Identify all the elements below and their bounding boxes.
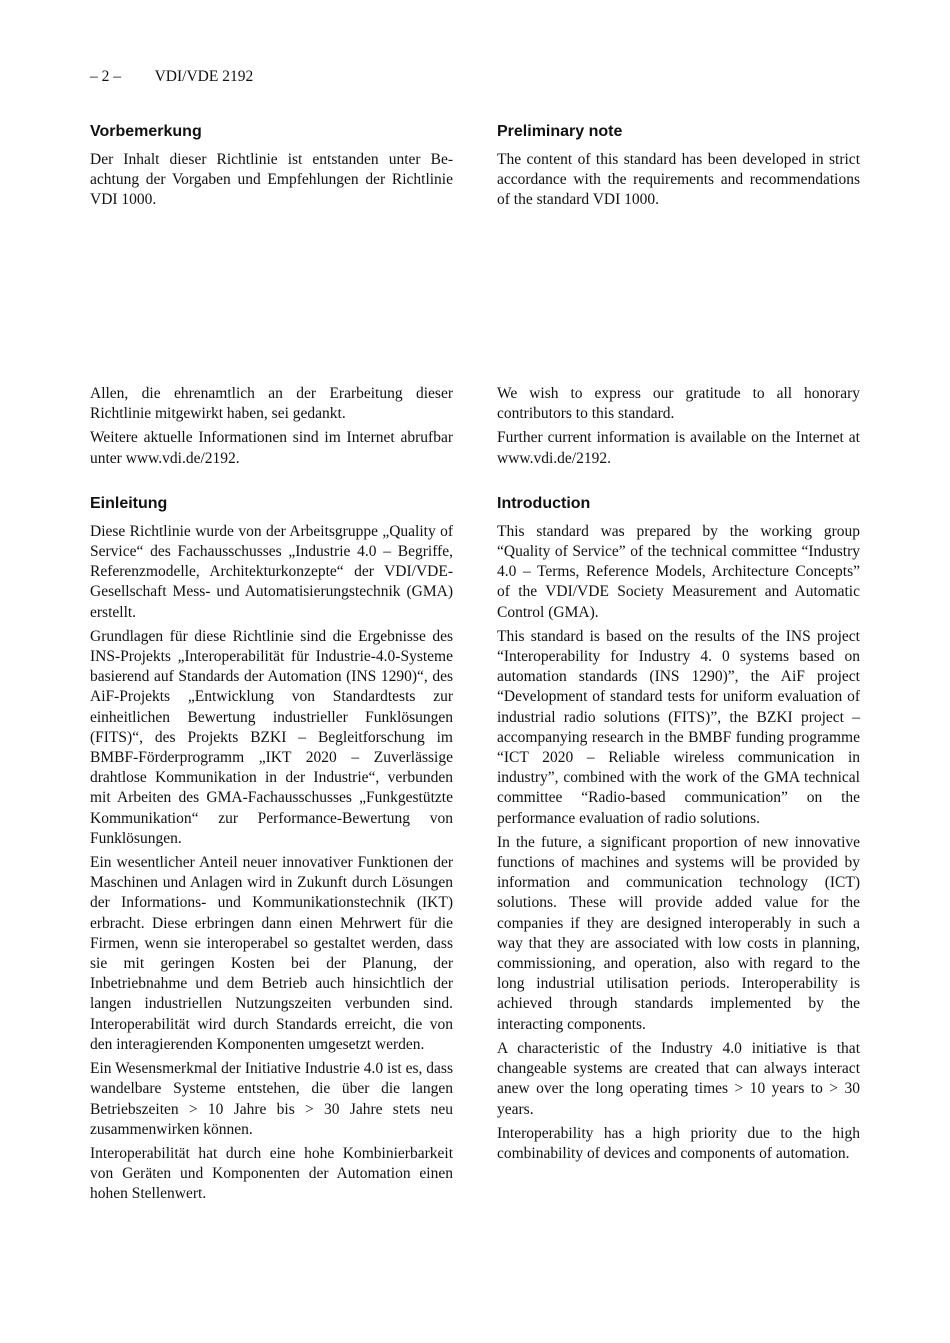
- intro-paragraph-de: Interoperabilität hat durch eine hohe Kombinierbarkeit von Geräten und Komponenten der Automation einen hohen Stellenwert.: [90, 1144, 453, 1203]
- intro-heading-en: Introduction: [497, 494, 591, 512]
- intro-paragraph-en: This standard was prepared by the working group “Quality of Service” of the technical committee “Industry 4.0 – Terms, Reference Models, Architecture Concepts” of the VDI/VDE Society Measurement and Automatic Control (GMA).: [497, 522, 860, 621]
- intro-paragraph-en: Interoperability has a high priority due to the high combinability of devices and components of automation.: [497, 1124, 860, 1162]
- german-column: [90, 384, 453, 1209]
- intro-paragraph-de: Ein wesentlicher Anteil neuer innovativer Funktionen der Maschinen und Anlagen wird in Zukunft durch Lösungen der Informations- und Kommunikationstechnik (IKT) erbracht. Diese erbringen dann einen Mehrwert für die Firmen, wenn sie interoperabel so gestaltet werden, dass sie mit geringen Kosten bei der Planung, der Inbetriebnahme und dem Betrieb auch hinsichtlich der langen industriellen Nutzungszeiten verbunden sind. Interoperabilität wird durch Standards erreicht, die von den interagierenden Komponenten umgesetzt werden.: [90, 854, 453, 1053]
- page-header: [90, 68, 253, 86]
- info-text-en: Further current information is available on the Internet at www.vdi.de/2192.: [497, 429, 860, 467]
- intro-paragraph-en: A characteristic of the Industry 4.0 initiative is that changeable systems are created that can always interact anew over the long operating times > 10 years to > 30 years.: [497, 1039, 860, 1118]
- preliminary-heading-en: Preliminary note: [497, 123, 623, 140]
- intro-paragraph-en: This standard is based on the results of the INS project “Interoperability for Industry 4. 0 systems based on automation standards (INS 1290)”, the AiF project “Development of standard tests for uniform evaluation of industrial radio solutions (FITS)”, the BZKI project – accompanying research in the BMBF funding programme “ICT 2020 – Reliable wireless communication in industry”, combined with the work of the GMA technical committee “Radio-based communication” on the performance evaluation of radio solutions.: [497, 627, 860, 827]
- intro-paragraph-de: Grundlagen für diese Richtlinie sind die Ergebnisse des INS-Projekts „Interoperabilität für Industrie-4.0-Systeme basierend auf Standards der Automation (INS 1290)“, des AiF-Projekts „Entwicklung von Standardtests zur einheitlichen Bewertung industrieller Funklösungen (FITS)“, des Projekts BZKI – Begleitforschung im BMBF-Förderprogramm „IKT 2020 – Zuverlässige drahtlose Kommunikation in der Industrie“, verbunden mit Arbeiten des GMA-Fachausschusses „Funkgestützte Kommunikation“ zur Performance-Bewertung von Funklösungen.: [90, 627, 453, 847]
- preliminary-heading-de: Vorbemerkung: [90, 123, 202, 140]
- thanks-text-de: Allen, die ehrenamtlich an der Erarbeitung dieser Richtlinie mitgewirkt haben, sei gedankt.: [90, 385, 453, 423]
- preliminary-note-en: [497, 122, 860, 215]
- preliminary-text-en: The content of this standard has been developed in strict accordance with the requirements and recommendations of the standard VDI 1000.: [497, 151, 860, 209]
- document-id: VDI/VDE 2192: [154, 68, 254, 85]
- intro-heading-de: Einleitung: [90, 494, 168, 512]
- intro-paragraph-en: In the future, a significant proportion of new innovative functions of machines and systems will be provided by information and communication technology (ICT) solutions. These will provide added value for the companies if they are designed interoperably in such a way that they are associated with low costs in planning, commissioning, and operation, also with regard to the long industrial utilisation periods. Interoperability is achieved through standards implemented by the interacting components.: [497, 833, 860, 1033]
- preliminary-note-de: [90, 122, 453, 215]
- english-column: [497, 384, 860, 1168]
- preliminary-text-de: Der Inhalt dieser Richtlinie ist entstanden unter Beachtung der Vorgaben und Empfehlungen der Richtlinie VDI 1000.: [90, 151, 453, 209]
- page-number: – 2 –: [90, 68, 121, 85]
- info-text-de: Weitere aktuelle Informationen sind im Internet abrufbar unter www.vdi.de/2192.: [90, 429, 453, 467]
- intro-paragraph-de: Diese Richtlinie wurde von der Arbeitsgruppe „Quality of Service“ des Fachausschusses „Industrie 4.0 – Begriffe, Referenzmodelle, Architekturkonzepte“ der VDI/VDE-Gesellschaft Mess- und Automatisierungstechnik (GMA) erstellt.: [90, 522, 453, 621]
- thanks-text-en: We wish to express our gratitude to all honorary contributors to this standard.: [497, 385, 860, 423]
- intro-paragraph-de: Ein Wesensmerkmal der Initiative Industrie 4.0 ist es, dass wandelbare Systeme entstehen, die über die langen Betriebszeiten > 10 Jahre bis > 30 Jahre stets neu zusammenwirken können.: [90, 1060, 453, 1138]
